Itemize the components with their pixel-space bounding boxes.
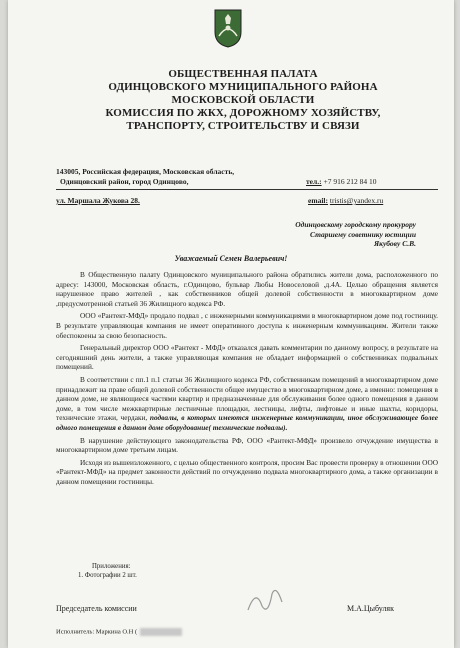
letter-page: [8, 0, 454, 648]
executor: [56, 628, 182, 636]
attachment-item-1: 1. Фотографии 2 шт.: [78, 572, 137, 579]
paragraph-4-text: В соответствии с пп.1 п.1 статьи 36 Жилищного кодекса РФ, собственникам помещений в многоквартирном доме принадлежит на праве общей долевой собственности общее имущество в многоквартирном доме, а именно: помещения в данном доме, не являющиеся частями квартир и предназначенные для обслуживания более одного помещения в данном доме, в том числе межквартирные лестничные площадки, лестницы, лифты, лифтовые и иные шахты, коридоры, технические этажи, чердаки,: [56, 374, 438, 423]
paragraph-3: Генеральный директор ООО «Рантект - МФД» отказался давать комментарии по данному вопросу, в результате на сегодняшний день жители, а также управляющая компания не обладает информацией о собственниках подвальных помещений.: [56, 343, 438, 372]
paragraph-4-emphasis: подвалы, в которых имеются инженерные коммуникации, иное обслуживающее более одного помещения в данном доме оборудование( технические подвалы).: [56, 413, 439, 432]
recipient-line-1: Одинцовскому городскому прокурору: [295, 220, 416, 229]
email-label: email:: [308, 196, 328, 205]
paragraph-2: ООО «Рантект-МФД» продало подвал , с инженерными коммуникациями в многоквартирном доме под гостиницу. В результате управляющая компания не имеет оперативного доступа к инженерным коммуникациям. Жители также обеспокоены за свою безопасность.: [56, 311, 438, 340]
handwritten-signature-mark: [238, 580, 298, 620]
paragraph-1: В Общественную палату Одинцовского муниципального района обратились жители дома, расположенного по адресу: 143000, Московская область, г.Одинцово, бульвар Любы Новоселовой ,д.4А. Целью обращения является нарушенное право жителей , как собственников общей долевой собственности в многоквартирном доме ,предусмотренной статьей 36 Жилищного кодекса РФ.: [56, 270, 438, 308]
paragraph-5: В нарушение действующего законодательства РФ, ООО «Рантект-МФД» произвело отчуждение имущества в многоквартирном доме третьим лицам.: [56, 435, 438, 455]
divider: [56, 189, 438, 190]
signature-name: М.А.Цыбуляк: [346, 604, 394, 613]
recipient-line-2: Старшему советнику юстиции: [310, 229, 416, 239]
paragraph-4: [56, 375, 438, 433]
paragraph-6: Исходя из вышеизложенного, с целью общественного контроля, просим Вас провести проверку в отношении ООО «Рантект-МФД» на предмет законности действий по отчуждению подвала многоквартирного дома, а также организации в данном помещении гостиницы.: [56, 457, 438, 486]
attachments-title: Приложения:: [92, 563, 131, 570]
header-line-4: КОМИССИЯ ПО ЖКХ, ДОРОЖНОМУ ХОЗЯЙСТВУ,: [105, 107, 381, 119]
recipient-line-3: Якубову С.В.: [373, 239, 416, 248]
phone-label: тел.:: [306, 177, 322, 186]
email: [308, 196, 383, 205]
email-link[interactable]: tristis@yandex.ru: [329, 196, 384, 205]
letter-body: [56, 270, 438, 489]
coat-of-arms-icon: [213, 8, 243, 48]
recipient-block: [295, 220, 416, 249]
address-line-3: ул. Маршала Жукова 28.: [56, 196, 140, 205]
address-line-2: Одинцовский район, город Одинцово,: [60, 177, 189, 186]
signature-role: Председатель комиссии: [56, 604, 137, 613]
phone: [306, 177, 376, 186]
header-line-3: МОСКОВСКОЙ ОБЛАСТИ: [171, 94, 315, 106]
header-line-1: ОБЩЕСТВЕННАЯ ПАЛАТА: [168, 68, 318, 80]
header-line-2: ОДИНЦОВСКОГО МУНИЦИПАЛЬНОГО РАЙОНА: [108, 81, 378, 93]
redacted-block: [140, 628, 182, 636]
attachments: [78, 562, 137, 580]
executor-text: Исполнитель: Маркина О.Н (: [56, 628, 138, 636]
greeting: Уважаемый Семен Валерьевич!: [174, 254, 288, 263]
header-line-5: ТРАНСПОРТУ, СТРОИТЕЛЬСТВУ И СВЯЗИ: [126, 120, 360, 132]
address-line-1: 143005, Российская федерация, Московская область,: [56, 167, 235, 176]
phone-number: +7 916 212 84 10: [323, 177, 377, 186]
